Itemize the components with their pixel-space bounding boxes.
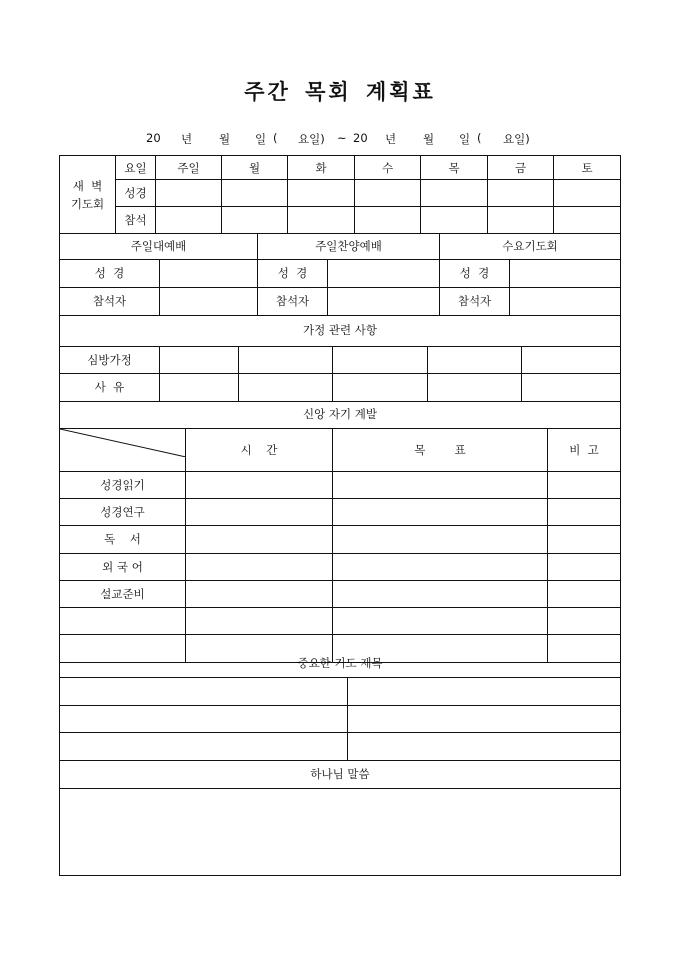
- form-cell[interactable]: [548, 580, 621, 607]
- form-cell[interactable]: [428, 373, 522, 401]
- form-cell[interactable]: [160, 373, 239, 401]
- form-cell[interactable]: [488, 207, 554, 234]
- end-year-unit: 년: [385, 132, 397, 146]
- form-cell[interactable]: [554, 180, 621, 207]
- form-cell[interactable]: [156, 207, 222, 234]
- day-header: 화: [288, 156, 355, 180]
- form-cell[interactable]: [548, 471, 621, 498]
- form-cell[interactable]: [488, 180, 554, 207]
- end-day-unit: 일: [459, 132, 471, 146]
- form-cell[interactable]: [510, 287, 621, 315]
- page-title: 주간 목회 계획표: [244, 79, 436, 104]
- form-cell[interactable]: [428, 346, 522, 373]
- form-cell[interactable]: [222, 207, 288, 234]
- form-cell[interactable]: [160, 259, 258, 287]
- start-year: 20: [146, 131, 161, 145]
- day-header: 목: [421, 156, 488, 180]
- day-header: 월: [222, 156, 288, 180]
- form-cell[interactable]: [548, 607, 621, 634]
- day-header: 토: [554, 156, 621, 180]
- start-month-unit: 월: [219, 132, 231, 146]
- home-visits-section-title: 가정 관련 사항: [60, 315, 621, 346]
- prayer-topic-cell[interactable]: [348, 732, 621, 760]
- prayer-topics-table: [59, 650, 621, 761]
- self-development-section-title: 신앙 자기 계발: [60, 401, 621, 428]
- form-cell[interactable]: [421, 180, 488, 207]
- prayer-topic-cell[interactable]: [60, 677, 348, 705]
- form-cell[interactable]: [239, 346, 333, 373]
- form-cell[interactable]: [333, 553, 548, 580]
- row-label-attendance: 참석: [116, 207, 156, 234]
- day-header: 수: [355, 156, 421, 180]
- row-label-scripture: 성경: [116, 180, 156, 207]
- day-header: 금: [488, 156, 554, 180]
- form-cell[interactable]: [239, 373, 333, 401]
- form-cell[interactable]: [333, 471, 548, 498]
- row-label-bible-study: 성경연구: [60, 498, 186, 525]
- form-cell[interactable]: [522, 373, 621, 401]
- form-cell[interactable]: [186, 607, 333, 634]
- diagonal-line: [60, 429, 186, 457]
- form-cell[interactable]: [333, 580, 548, 607]
- word-of-god-section-title: 하나님 말씀: [60, 760, 621, 788]
- start-weekday-unit: 요일): [298, 132, 325, 146]
- form-cell[interactable]: [522, 346, 621, 373]
- weekday-header-label: 요일: [116, 156, 156, 180]
- end-paren: (: [477, 131, 482, 145]
- row-label-reason: 사 유: [60, 373, 160, 401]
- form-cell[interactable]: [186, 525, 333, 553]
- form-cell[interactable]: [554, 207, 621, 234]
- start-paren: (: [273, 131, 278, 145]
- end-weekday-unit: 요일): [503, 132, 530, 146]
- service-header-sunday-praise: 주일찬양예배: [258, 233, 440, 259]
- form-cell[interactable]: [328, 287, 440, 315]
- form-cell[interactable]: [548, 553, 621, 580]
- col-header-goal: 목 표: [333, 428, 548, 471]
- home-visits-table: [59, 315, 621, 402]
- diagonal-header-cell: [60, 428, 186, 471]
- dawn-prayer-table: [59, 155, 621, 234]
- attendees-label: 참석자: [440, 287, 510, 315]
- start-year-unit: 년: [181, 132, 193, 146]
- form-cell[interactable]: [186, 471, 333, 498]
- form-cell[interactable]: [355, 180, 421, 207]
- row-label-visit-family: 심방가정: [60, 346, 160, 373]
- prayer-topic-cell[interactable]: [348, 677, 621, 705]
- scripture-label: 성 경: [258, 259, 328, 287]
- word-of-god-table: [59, 760, 621, 876]
- form-cell[interactable]: [333, 346, 428, 373]
- end-month-unit: 월: [423, 132, 435, 146]
- form-cell[interactable]: [333, 498, 548, 525]
- row-label-bible-reading: 성경읽기: [60, 471, 186, 498]
- form-cell[interactable]: [186, 498, 333, 525]
- scripture-label: 성 경: [60, 259, 160, 287]
- row-label-reading: 독 서: [60, 525, 186, 553]
- row-label-sermon-prep: 설교준비: [60, 580, 186, 607]
- self-development-table: [59, 401, 621, 663]
- prayer-topic-cell[interactable]: [60, 732, 348, 760]
- end-year: 20: [353, 131, 368, 145]
- prayer-topic-cell[interactable]: [60, 705, 348, 732]
- start-day-unit: 일: [255, 132, 267, 146]
- word-of-god-content-area[interactable]: [60, 788, 621, 875]
- dawn-prayer-label: 새 벽 기도회: [60, 156, 116, 234]
- range-tilde: ~: [337, 131, 347, 145]
- form-cell[interactable]: [333, 373, 428, 401]
- form-cell[interactable]: [186, 553, 333, 580]
- form-cell[interactable]: [288, 180, 355, 207]
- form-cell[interactable]: [355, 207, 421, 234]
- services-table: [59, 233, 621, 316]
- form-cell[interactable]: [510, 259, 621, 287]
- attendees-label: 참석자: [60, 287, 160, 315]
- col-header-time: 시 간: [186, 428, 333, 471]
- prayer-topics-section-title: 중요한 기도 제목: [60, 650, 621, 677]
- form-cell[interactable]: [421, 207, 488, 234]
- col-header-note: 비 고: [548, 428, 621, 471]
- form-cell[interactable]: [222, 180, 288, 207]
- attendees-label: 참석자: [258, 287, 328, 315]
- service-header-sunday-main: 주일대예배: [60, 233, 258, 259]
- form-cell[interactable]: [328, 259, 440, 287]
- service-header-wednesday: 수요기도회: [440, 233, 621, 259]
- date-range-row: [0, 131, 680, 147]
- form-cell[interactable]: [333, 607, 548, 634]
- form-cell[interactable]: [156, 180, 222, 207]
- scripture-label: 성 경: [440, 259, 510, 287]
- form-cell[interactable]: [548, 525, 621, 553]
- row-label-blank[interactable]: [60, 607, 186, 634]
- form-cell[interactable]: [160, 287, 258, 315]
- form-cell[interactable]: [548, 498, 621, 525]
- form-cell[interactable]: [288, 207, 355, 234]
- row-label-foreign-language: 외 국 어: [60, 553, 186, 580]
- prayer-topic-cell[interactable]: [348, 705, 621, 732]
- form-cell[interactable]: [333, 525, 548, 553]
- form-cell[interactable]: [160, 346, 239, 373]
- day-header: 주일: [156, 156, 222, 180]
- form-cell[interactable]: [186, 580, 333, 607]
